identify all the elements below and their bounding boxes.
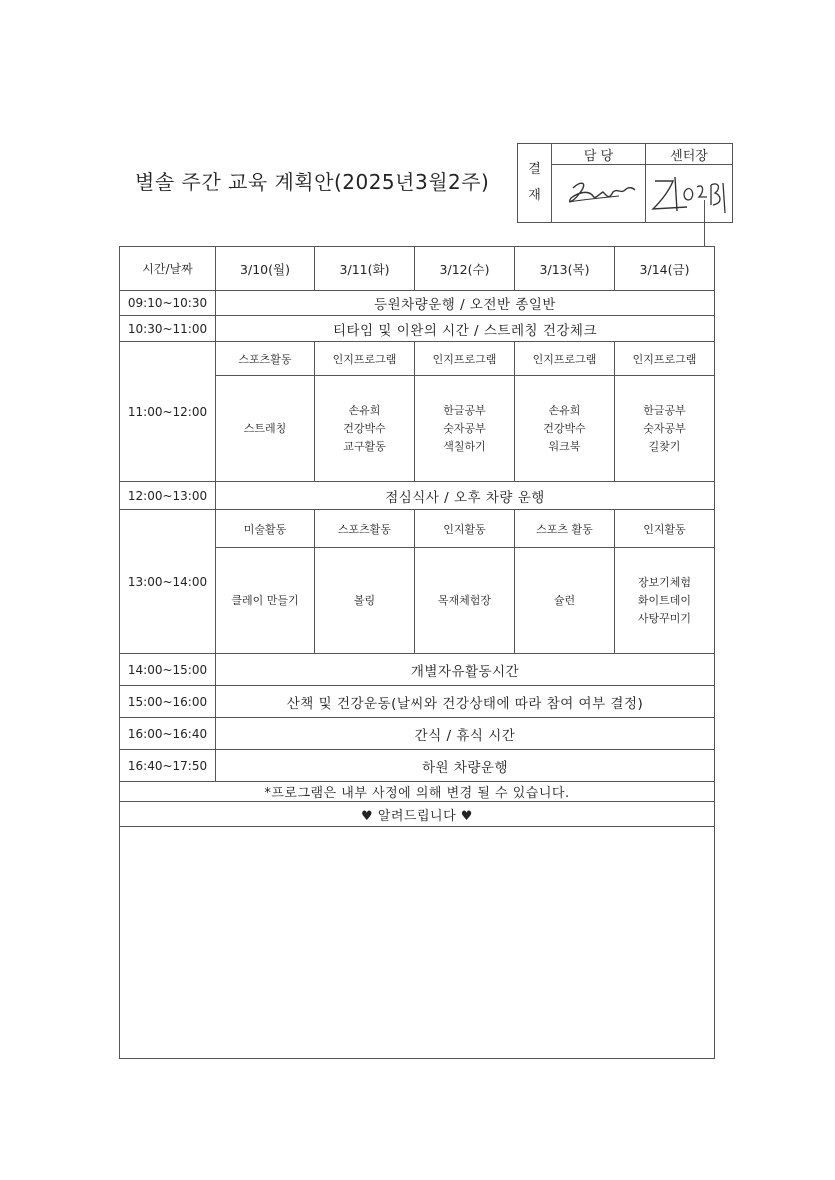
activity-line: 슐런: [553, 593, 576, 607]
activity-cell: 티타임 및 이완의 시간 / 스트레칭 건강체크: [216, 316, 715, 342]
schedule-row: [120, 482, 715, 510]
day-thu: 3/13(목): [515, 247, 615, 291]
announce-heading: ♥ 알려드립니다 ♥: [120, 802, 715, 827]
activity-line: 교구활동: [343, 439, 386, 453]
schedule-row: [120, 316, 715, 342]
activity-cell: [615, 548, 715, 654]
approval-col-director: 센터장: [646, 144, 733, 165]
header-row: [120, 247, 715, 291]
manager-signature-mark: [559, 174, 639, 214]
activity-line: 목재체험장: [437, 593, 492, 607]
time-cell: 14:00~15:00: [120, 654, 216, 686]
manager-signature: [552, 165, 646, 223]
category-cell: 스포츠활동: [216, 342, 315, 376]
schedule-row: [120, 718, 715, 750]
time-cell: 16:40~17:50: [120, 750, 216, 782]
approval-label-top: 결: [528, 162, 541, 177]
activity-line: 건강박수: [543, 421, 586, 435]
activity-line: 클레이 만들기: [231, 593, 299, 607]
activity-line: 한글공부: [643, 403, 686, 417]
activity-cell: [515, 376, 615, 482]
activity-line: 볼링: [353, 593, 376, 607]
time-cell: 12:00~13:00: [120, 482, 216, 510]
day-fri: 3/14(금): [615, 247, 715, 291]
activity-cell: [315, 548, 415, 654]
activity-line: 색칠하기: [443, 439, 486, 453]
schedule-row: [120, 291, 715, 316]
activity-cell: 점심식사 / 오후 차량 운행: [216, 482, 715, 510]
activity-cell: [415, 548, 515, 654]
activity-cell: 간식 / 휴식 시간: [216, 718, 715, 750]
activity-cell: 개별자유활동시간: [216, 654, 715, 686]
activity-line: 스트레칭: [243, 421, 287, 435]
approval-label: [518, 144, 552, 223]
activity-line: 길찾기: [648, 439, 681, 453]
activity-cell: [216, 376, 315, 482]
approval-col-manager: 담 당: [552, 144, 646, 165]
activity-line: 손유희: [548, 403, 581, 417]
announce-body-row: [120, 827, 715, 1059]
activity-cell: [515, 548, 615, 654]
schedule-row: [120, 654, 715, 686]
activity-line: 워크북: [548, 439, 581, 453]
time-cell: 09:10~10:30: [120, 291, 216, 316]
director-signature: [646, 165, 733, 223]
category-cell: 스포츠 활동: [515, 510, 615, 548]
time-cell: 16:00~16:40: [120, 718, 216, 750]
time-cell: 15:00~16:00: [120, 686, 216, 718]
time-cell: 10:30~11:00: [120, 316, 216, 342]
category-cell: 인지활동: [615, 510, 715, 548]
time-cell: 11:00~12:00: [120, 342, 216, 482]
time-cell: 13:00~14:00: [120, 510, 216, 654]
category-row: [120, 342, 715, 376]
activity-line: 숫자공부: [643, 421, 686, 435]
notice-row: [120, 782, 715, 802]
activity-cell: 산책 및 건강운동(날씨와 건강상태에 따라 참여 여부 결정): [216, 686, 715, 718]
stamp-line: [704, 200, 705, 246]
announce-row: [120, 802, 715, 827]
category-row: [120, 510, 715, 548]
director-signature-mark: [647, 171, 731, 217]
schedule-table: [119, 246, 715, 1059]
category-cell: 인지프로그램: [515, 342, 615, 376]
activity-cell: [315, 376, 415, 482]
activity-line: 손유희: [348, 403, 381, 417]
page-title: 별솔 주간 교육 계획안(2025년3월2주): [135, 170, 490, 194]
schedule-row: [120, 686, 715, 718]
category-cell: 인지프로그램: [315, 342, 415, 376]
activity-cell: [615, 376, 715, 482]
schedule-row: [120, 750, 715, 782]
activity-cell: 등원차량운행 / 오전반 종일반: [216, 291, 715, 316]
activity-cell: [216, 548, 315, 654]
activity-line: 사탕꾸미기: [637, 611, 692, 625]
approval-box: [517, 143, 733, 223]
notice-text: *프로그램은 내부 사정에 의해 변경 될 수 있습니다.: [120, 782, 715, 802]
activity-line: 한글공부: [443, 403, 486, 417]
day-tue: 3/11(화): [315, 247, 415, 291]
category-cell: 인지활동: [415, 510, 515, 548]
header-time-label: 시간/날짜: [120, 247, 216, 291]
activity-line: 화이트데이: [637, 593, 692, 607]
day-mon: 3/10(월): [216, 247, 315, 291]
approval-label-bottom: 재: [528, 188, 541, 203]
activity-line: 장보기체험: [637, 575, 692, 589]
category-cell: 미술활동: [216, 510, 315, 548]
activity-cell: 하원 차량운행: [216, 750, 715, 782]
category-cell: 인지프로그램: [415, 342, 515, 376]
activity-line: 건강박수: [343, 421, 386, 435]
activity-line: 숫자공부: [443, 421, 486, 435]
activity-cell: [415, 376, 515, 482]
category-cell: 스포츠활동: [315, 510, 415, 548]
category-cell: 인지프로그램: [615, 342, 715, 376]
announce-body: [120, 827, 715, 1059]
day-wed: 3/12(수): [415, 247, 515, 291]
